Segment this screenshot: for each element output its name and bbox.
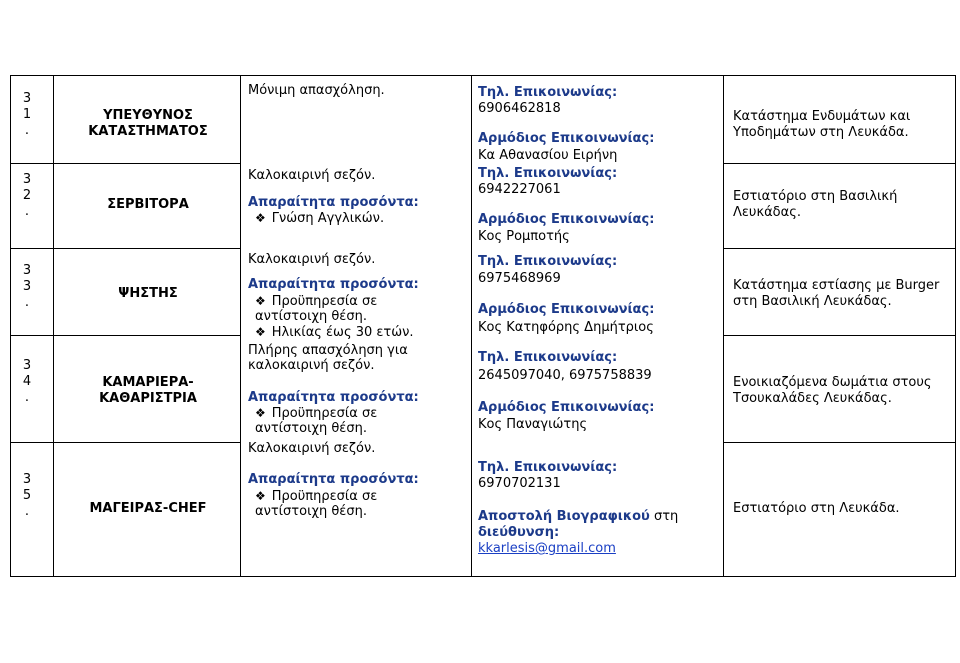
diamond-bullet-icon: ❖ (255, 294, 266, 308)
phone-label: Τηλ. Επικοινωνίας: (478, 460, 618, 475)
diamond-bullet-icon: ❖ (255, 211, 266, 225)
row-number: 3 2 . (22, 172, 32, 219)
row-number: 3 1 . (22, 91, 32, 138)
phone-number: 2645097040, 6975758839 (478, 368, 652, 383)
row-number: 3 3 . (22, 263, 32, 310)
employer-description: Εστιατόριο στη Λευκάδα. (733, 501, 900, 516)
cv-instruction: Αποστολή Βιογραφικού στη (478, 509, 679, 524)
phone-label: Τηλ. Επικοινωνίας: (478, 85, 618, 100)
phone-number: 6942227061 (478, 182, 561, 197)
contact-person-label: Αρμόδιος Επικοινωνίας: (478, 212, 655, 227)
row-divider (723, 335, 955, 336)
position-title: ΚΑΜΑΡΙΕΡΑ- ΚΑΘΑΡΙΣΤΡΙΑ (99, 375, 197, 406)
terms-text: Καλοκαιρινή σεζόν. (248, 252, 376, 267)
position-title: ΣΕΡΒΙΤΟΡΑ (107, 197, 189, 212)
requirement-item: ❖ Προϋπηρεσία σε αντίστοιχη θέση. (255, 406, 378, 436)
contact-person-label: Αρμόδιος Επικοινωνίας: (478, 302, 655, 317)
phone-label: Τηλ. Επικοινωνίας: (478, 166, 618, 181)
row-divider (11, 442, 240, 443)
phone-label: Τηλ. Επικοινωνίας: (478, 254, 618, 269)
requirements-label: Απαραίτητα προσόντα: (248, 277, 419, 292)
row-divider (723, 442, 955, 443)
contact-person-label: Αρμόδιος Επικοινωνίας: (478, 131, 655, 146)
terms-text: Καλοκαιρινή σεζόν. (248, 441, 376, 456)
row-number: 3 4 . (22, 358, 32, 405)
contact-person: Κος Παναγιώτης (478, 417, 588, 432)
phone-label: Τηλ. Επικοινωνίας: (478, 350, 618, 365)
email-link[interactable]: kkarlesis@gmail.com (478, 541, 616, 556)
column-divider (53, 76, 54, 576)
column-divider (240, 76, 241, 576)
requirement-item: ❖ Γνώση Αγγλικών. (255, 211, 385, 226)
requirement-item: ❖ Προϋπηρεσία σε αντίστοιχη θέση. (255, 294, 378, 324)
cv-address-label: διεύθυνση: (478, 525, 560, 540)
position-title: ΨΗΣΤΗΣ (118, 286, 178, 301)
phone-number: 6906462818 (478, 101, 561, 116)
row-divider (11, 163, 240, 164)
terms-text: Μόνιμη απασχόληση. (248, 83, 385, 98)
terms-text: Πλήρης απασχόληση για καλοκαιρινή σεζόν. (248, 343, 408, 373)
terms-text: Καλοκαιρινή σεζόν. (248, 168, 376, 183)
contact-person: Κος Ρομποτής (478, 229, 570, 244)
requirements-label: Απαραίτητα προσόντα: (248, 390, 419, 405)
position-title: ΥΠΕΥΘΥΝΟΣ ΚΑΤΑΣΤΗΜΑΤΟΣ (88, 108, 208, 139)
row-divider (723, 163, 955, 164)
row-divider (11, 248, 240, 249)
requirement-item: ❖ Ηλικίας έως 30 ετών. (255, 325, 414, 340)
contact-person: Κα Αθανασίου Ειρήνη (478, 148, 618, 163)
employer-description: Κατάστημα εστίασης με Burger στη Βασιλική Λευκάδας. (733, 278, 940, 309)
diamond-bullet-icon: ❖ (255, 489, 266, 503)
requirements-label: Απαραίτητα προσόντα: (248, 195, 419, 210)
requirements-label: Απαραίτητα προσόντα: (248, 472, 419, 487)
requirement-item: ❖ Προϋπηρεσία σε αντίστοιχη θέση. (255, 489, 378, 519)
employer-description: Κατάστημα Ενδυμάτων και Υποδημάτων στη Λευκάδα. (733, 109, 911, 140)
column-divider (723, 76, 724, 576)
phone-number: 6970702131 (478, 476, 561, 491)
phone-number: 6975468969 (478, 271, 561, 286)
diamond-bullet-icon: ❖ (255, 325, 266, 339)
employer-description: Εστιατόριο στη Βασιλική Λευκάδας. (733, 189, 898, 220)
contact-person-label: Αρμόδιος Επικοινωνίας: (478, 400, 655, 415)
row-number: 3 5 . (22, 472, 32, 519)
position-title: ΜΑΓΕΙΡΑΣ-CHEF (89, 501, 207, 516)
column-divider (471, 76, 472, 576)
contact-person: Κος Κατηφόρης Δημήτριος (478, 320, 654, 335)
diamond-bullet-icon: ❖ (255, 406, 266, 420)
row-divider (11, 335, 240, 336)
row-divider (723, 248, 955, 249)
employer-description: Ενοικιαζόμενα δωμάτια στους Τσουκαλάδες Λευκάδας. (733, 375, 932, 406)
